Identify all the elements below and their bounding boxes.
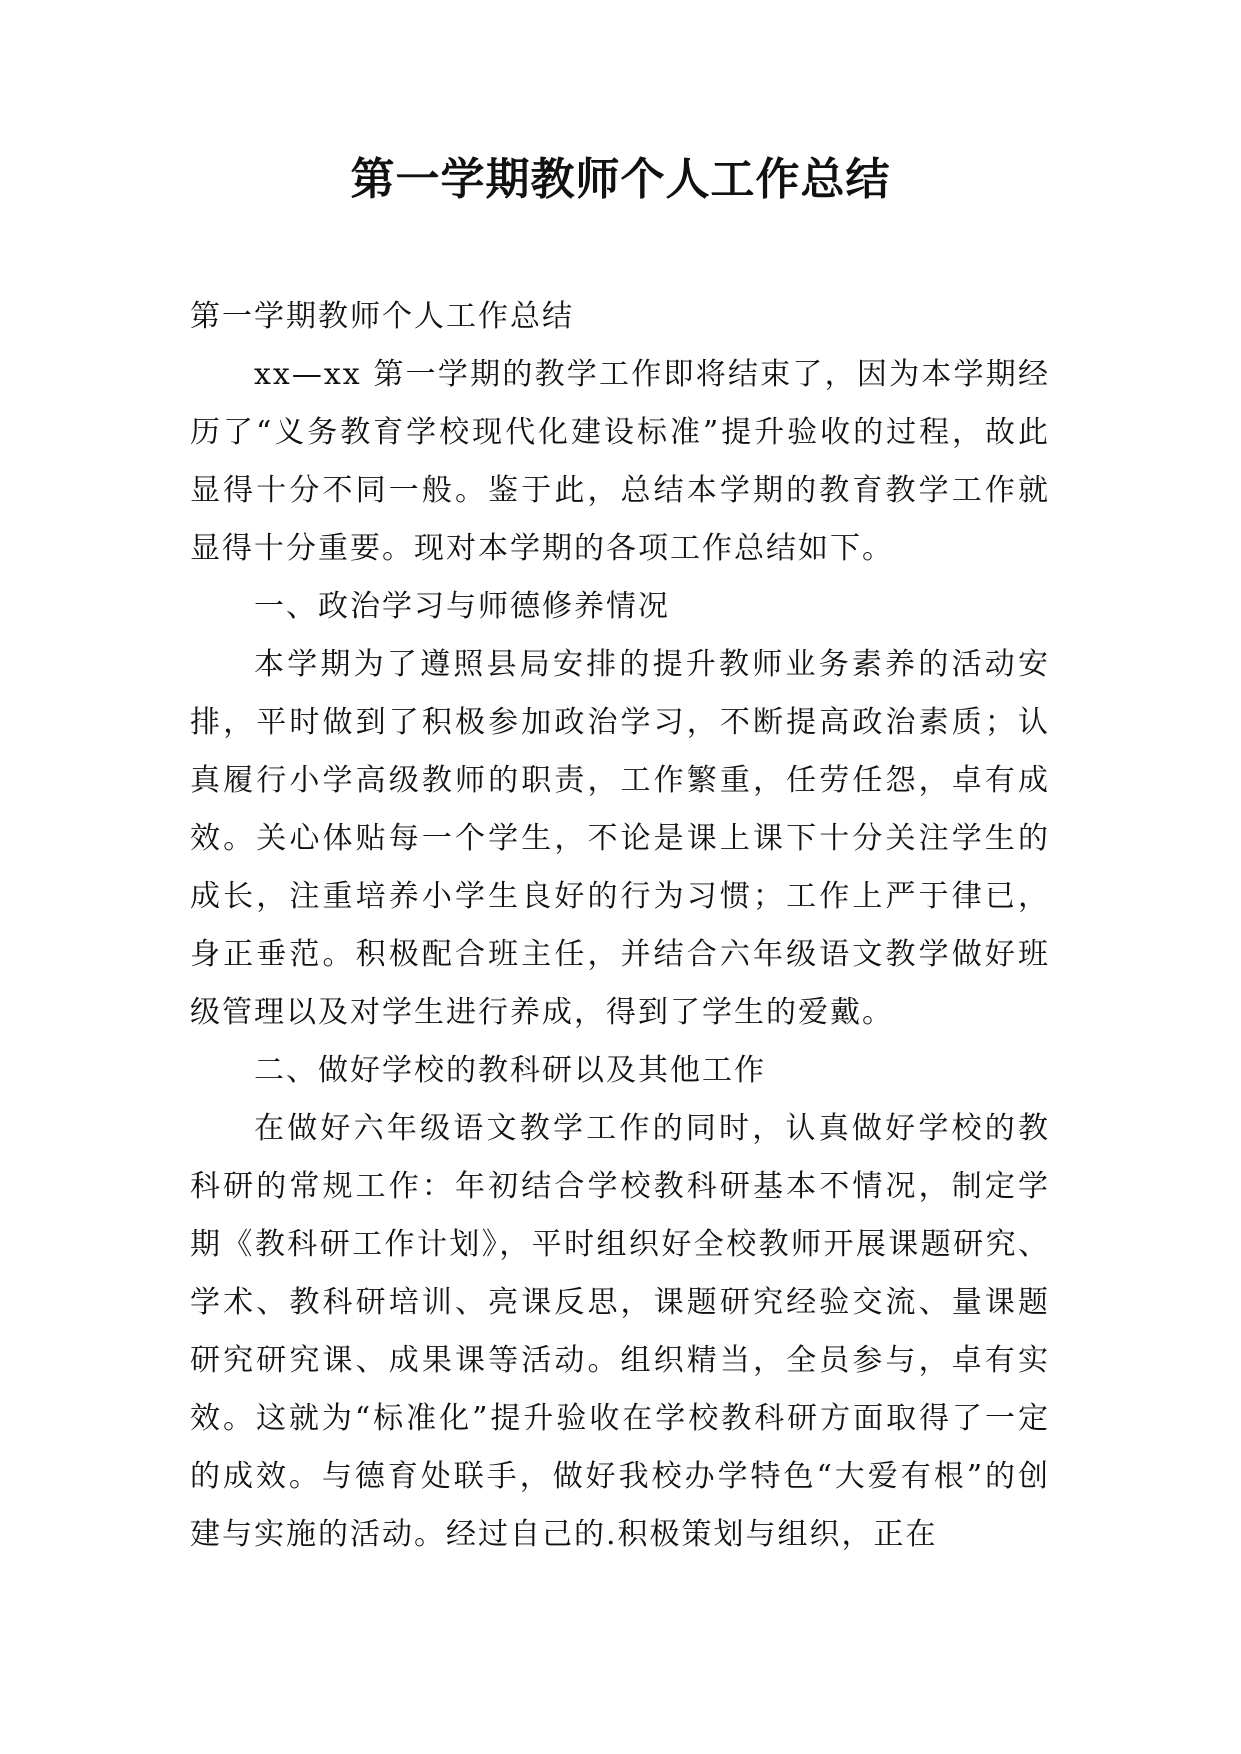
paragraph: 在做好六年级语文教学工作的同时，认真做好学校的教科研的常规工作：年初结合学校教科研基本不情况，制定学期《教科研工作计划》，平时组织好全校教师开展课题研究、学术、教科研培训、亮课反思，课题研究经验交流、量课题研究研究课、成果课等活动。组织精当，全员参与，卓有实效。这就为“标准化”提升验收在学校教科研方面取得了一定的成效。与德育处联手，做好我校办学特色“大爱有根”的创建与实施的活动。经过自己的.积极策划与组织，正在 xyxy=(190,1111,1050,1552)
section-heading: 二、做好学校的教科研以及其他工作 xyxy=(254,1053,766,1088)
paragraph: 第一学期教师个人工作总结 xyxy=(190,299,574,334)
document-body xyxy=(190,288,1050,1564)
paragraph: xx—xx 第一学期的教学工作即将结束了，因为本学期经历了“义务教育学校现代化建设标准”提升验收的过程，故此显得十分不同一般。鉴于此，总结本学期的教育教学工作就显得十分重要。现对本学期的各项工作总结如下。 xyxy=(190,357,1050,566)
paragraph: 本学期为了遵照县局安排的提升教师业务素养的活动安排，平时做到了积极参加政治学习，不断提高政治素质；认真履行小学高级教师的职责，工作繁重，任劳任怨，卓有成效。关心体贴每一个学生，不论是课上课下十分关注学生的成长，注重培养小学生良好的行为习惯；工作上严于律已，身正垂范。积极配合班主任，并结合六年级语文教学做好班级管理以及对学生进行养成，得到了学生的爱戴。 xyxy=(190,647,1050,1030)
document-title: 第一学期教师个人工作总结 xyxy=(350,154,891,205)
section-heading: 一、政治学习与师德修养情况 xyxy=(254,589,670,624)
